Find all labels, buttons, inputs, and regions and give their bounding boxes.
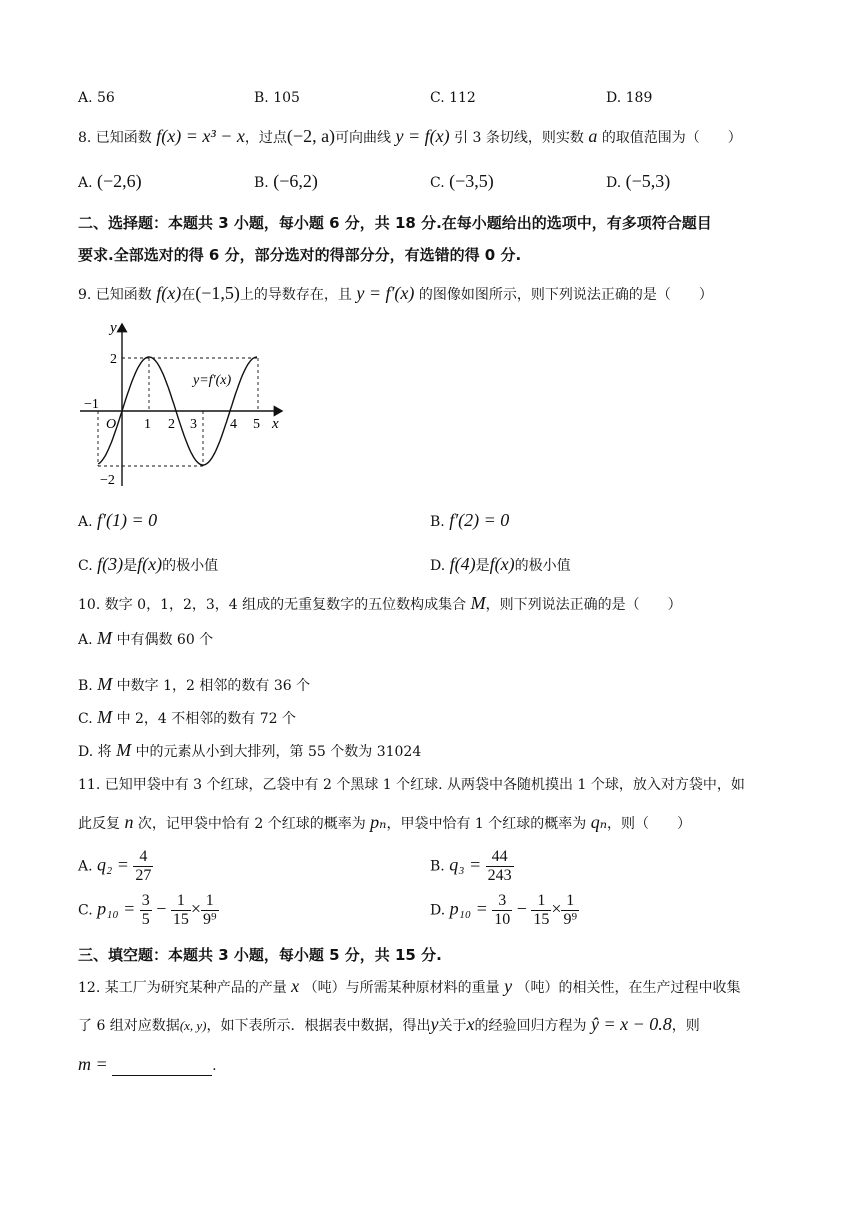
x-tick-neg1: −1 xyxy=(84,397,99,412)
option-letter: A. xyxy=(78,858,93,875)
q9-option-c xyxy=(78,554,218,576)
q12-text: 的经验回归方程为 xyxy=(474,1018,587,1034)
q7-option-b: B. 105 xyxy=(254,90,300,106)
q12-line3 xyxy=(78,1054,217,1076)
q8-stem xyxy=(78,126,742,148)
q7-option-c: C. 112 xyxy=(430,90,476,106)
option-letter: B. xyxy=(78,678,93,694)
q9-derivative-graph xyxy=(76,316,288,492)
q12-var-y: y xyxy=(430,1014,439,1034)
option-lhs: q₂ = xyxy=(97,854,129,875)
option-lhs: q₃ = xyxy=(449,854,482,875)
q10-option-d xyxy=(78,740,421,762)
q12-answer-label: m = xyxy=(78,1054,108,1074)
x-tick-2: 2 xyxy=(168,417,175,432)
q12-answer-blank[interactable] xyxy=(112,1059,212,1076)
denominator: 27 xyxy=(135,867,152,884)
option-text: 是 xyxy=(123,558,138,574)
denominator: 243 xyxy=(487,867,512,884)
q8-stem-mid: ，过点 xyxy=(244,130,287,146)
q8-point: (−2, a) xyxy=(286,126,336,146)
option-lhs: p₁₀ = xyxy=(449,898,488,919)
q9-option-a xyxy=(78,510,157,532)
q8-option-c xyxy=(430,171,494,193)
denominator: 5 xyxy=(141,911,150,928)
y-tick-neg2: −2 xyxy=(100,473,115,488)
option-text: 中数字 1，2 相邻的数有 36 个 xyxy=(116,678,311,694)
q9-stem-mid: 在 xyxy=(181,287,196,303)
option-formula: f′(2) = 0 xyxy=(449,510,510,530)
q7-option-d: D. 189 xyxy=(606,90,653,106)
numerator: 44 xyxy=(486,848,514,867)
q12-text: 12. 某工厂为研究某种产品的产量 xyxy=(78,980,287,996)
option-letter: C. xyxy=(430,175,445,191)
option-letter: D. xyxy=(606,175,622,191)
q11-text: 次，记甲袋中恰有 2 个红球的概率为 xyxy=(137,816,366,832)
q11-stem-line1: 11. 已知甲袋中有 3 个红球，乙袋中有 2 个黑球 1 个红球. 从两袋中各随机摸出 1 个球，放入对方袋中，如 xyxy=(78,777,745,793)
q8-curve: y = f(x) xyxy=(395,126,450,146)
option-value: (−3,5) xyxy=(449,171,494,191)
option-set: M xyxy=(97,674,113,694)
option-value: (−6,2) xyxy=(273,171,318,191)
denominator: 15 xyxy=(533,911,550,928)
option-lhs: p₁₀ = xyxy=(97,898,136,919)
numerator: 1 xyxy=(561,892,579,911)
q12-line2 xyxy=(78,1014,700,1036)
q12-text: 关于 xyxy=(438,1018,467,1034)
q10-option-b xyxy=(78,674,310,696)
denominator: 10 xyxy=(494,911,511,928)
q8-function: f(x) = x³ − x xyxy=(156,126,245,146)
q9-option-b xyxy=(430,510,509,532)
option-letter: D. xyxy=(78,744,94,760)
q12-line1 xyxy=(78,976,741,998)
fraction xyxy=(561,892,579,929)
option-letter: A. xyxy=(78,514,93,530)
option-letter: C. xyxy=(78,558,93,574)
minus-sign: − xyxy=(156,898,167,919)
q11-text: 此反复 xyxy=(78,816,120,832)
q12-text: 了 6 组对应数据 xyxy=(78,1018,180,1034)
q9-number: 9. 已知函数 xyxy=(78,287,152,303)
section2-heading-line2: 要求.全部选对的得 6 分，部分选对的得部分分，有选错的得 0 分. xyxy=(78,246,522,264)
origin-label: O xyxy=(106,417,117,432)
q8-option-a xyxy=(78,171,142,193)
q11-option-a xyxy=(78,848,153,885)
q11-qn: qₙ xyxy=(590,812,608,832)
q11-n: n xyxy=(124,812,134,832)
denominator: 9⁹ xyxy=(563,911,578,928)
option-letter: D. xyxy=(430,558,446,574)
numerator: 1 xyxy=(531,892,551,911)
minus-sign: − xyxy=(516,898,527,919)
y-axis-label: y xyxy=(110,320,117,336)
option-set: M xyxy=(97,707,113,727)
option-text: 中 2，4 不相邻的数有 72 个 xyxy=(116,711,297,727)
q10-stem-b: ，则下列说法正确的是（ ） xyxy=(485,597,682,613)
option-value: (−5,3) xyxy=(625,171,671,191)
option-value: (−2,6) xyxy=(97,171,142,191)
q8-stem-end: 的取值范围为（ ） xyxy=(601,130,742,146)
q12-var-y: y xyxy=(504,976,513,996)
curve-label: y=f′(x) xyxy=(193,373,232,388)
option-formula: f(3) xyxy=(97,554,124,574)
fraction xyxy=(171,892,191,929)
option-text: 的极小值 xyxy=(162,558,219,574)
q11-text: ，则（ ） xyxy=(607,816,692,832)
numerator: 3 xyxy=(141,892,150,909)
q12-text: （吨）的相关性，在生产过程中收集 xyxy=(516,980,741,996)
fraction xyxy=(486,848,514,885)
option-text: 是 xyxy=(475,558,490,574)
fraction xyxy=(133,848,153,885)
option-text: 中有偶数 60 个 xyxy=(116,632,214,648)
denominator: 9⁹ xyxy=(202,911,217,928)
option-text: 中的元素从小到大排列，第 55 个数为 31024 xyxy=(135,744,422,760)
q11-option-c xyxy=(78,892,219,929)
q12-var-x: x xyxy=(291,976,300,996)
q10-stem xyxy=(78,593,682,615)
section3-heading: 三、填空题：本题共 3 小题，每小题 5 分，共 15 分. xyxy=(78,946,442,964)
q9-stem-end: 的图像如图所示，则下列说法正确的是（ ） xyxy=(418,287,713,303)
q12-text: （吨）与所需某种原材料的重量 xyxy=(303,980,500,996)
fraction xyxy=(140,892,152,929)
option-text: 的极小值 xyxy=(514,558,571,574)
q12-text: ，如下表所示．根据表中数据，得出 xyxy=(206,1018,431,1034)
option-letter: B. xyxy=(430,858,445,875)
option-letter: A. xyxy=(78,632,93,648)
q11-stem-line2 xyxy=(78,812,691,834)
q8-option-b xyxy=(254,171,318,193)
x-tick-1: 1 xyxy=(144,417,151,432)
q7-option-a: A. 56 xyxy=(78,90,115,106)
option-set: M xyxy=(97,628,113,648)
fraction xyxy=(531,892,551,929)
denominator: 15 xyxy=(172,911,189,928)
q12-regression-equation: ŷ = x − 0.8 xyxy=(590,1014,672,1034)
numerator: 3 xyxy=(492,892,512,911)
q10-set: M xyxy=(470,593,486,613)
q10-option-a xyxy=(78,628,213,650)
x-tick-3: 3 xyxy=(190,417,197,432)
option-set: M xyxy=(116,740,132,760)
q10-option-c xyxy=(78,707,296,729)
x-tick-4: 4 xyxy=(230,417,237,432)
q8-number: 8. 已知函数 xyxy=(78,130,152,146)
q11-option-d xyxy=(430,892,579,929)
option-formula: f(x) xyxy=(489,554,515,574)
option-letter: B. xyxy=(254,175,269,191)
q11-text: ，甲袋中恰有 1 个红球的概率为 xyxy=(386,816,587,832)
option-letter: C. xyxy=(78,902,93,919)
q8-stem-tail: 引 3 条切线，则实数 xyxy=(454,130,584,146)
option-letter: C. xyxy=(78,711,93,727)
times-sign: × xyxy=(190,898,201,919)
numerator: 1 xyxy=(171,892,191,911)
q9-curve: y = f′(x) xyxy=(356,283,415,303)
q9-stem-mid2: 上的导数存在，且 xyxy=(239,287,352,303)
q9-stem xyxy=(78,283,713,305)
fraction xyxy=(492,892,512,929)
q8-stem-mid2: 可向曲线 xyxy=(335,130,392,146)
fraction xyxy=(201,892,219,929)
x-tick-5: 5 xyxy=(253,417,260,432)
q10-stem-a: 10. 数字 0，1，2，3，4 组成的无重复数字的五位数构成集合 xyxy=(78,597,467,613)
q9-option-d xyxy=(430,554,571,576)
q12-pair: (x, y) xyxy=(179,1018,207,1033)
q11-option-b xyxy=(430,848,514,885)
q9-interval: (−1,5) xyxy=(195,283,240,303)
times-sign: × xyxy=(551,898,562,919)
q12-text: . xyxy=(212,1058,217,1074)
q8-var: a xyxy=(588,126,598,146)
option-letter: A. xyxy=(78,175,93,191)
y-tick-2: 2 xyxy=(110,352,117,367)
option-letter: D. xyxy=(430,902,446,919)
section2-heading-line1: 二、选择题：本题共 3 小题，每小题 6 分，共 18 分.在每小题给出的选项中，有多项符合题目 xyxy=(78,214,712,232)
q12-var-x: x xyxy=(466,1014,475,1034)
q8-option-d xyxy=(606,171,670,193)
x-axis-label: x xyxy=(272,416,279,432)
option-formula: f(4) xyxy=(449,554,476,574)
option-formula: f(x) xyxy=(137,554,163,574)
option-formula: f′(1) = 0 xyxy=(97,510,158,530)
q11-pn: pₙ xyxy=(370,812,387,832)
option-letter: B. xyxy=(430,514,445,530)
q12-text: ，则 xyxy=(671,1018,700,1034)
q9-function: f(x) xyxy=(156,283,182,303)
option-text: 将 xyxy=(97,744,112,760)
numerator: 1 xyxy=(201,892,219,911)
numerator: 4 xyxy=(133,848,153,867)
